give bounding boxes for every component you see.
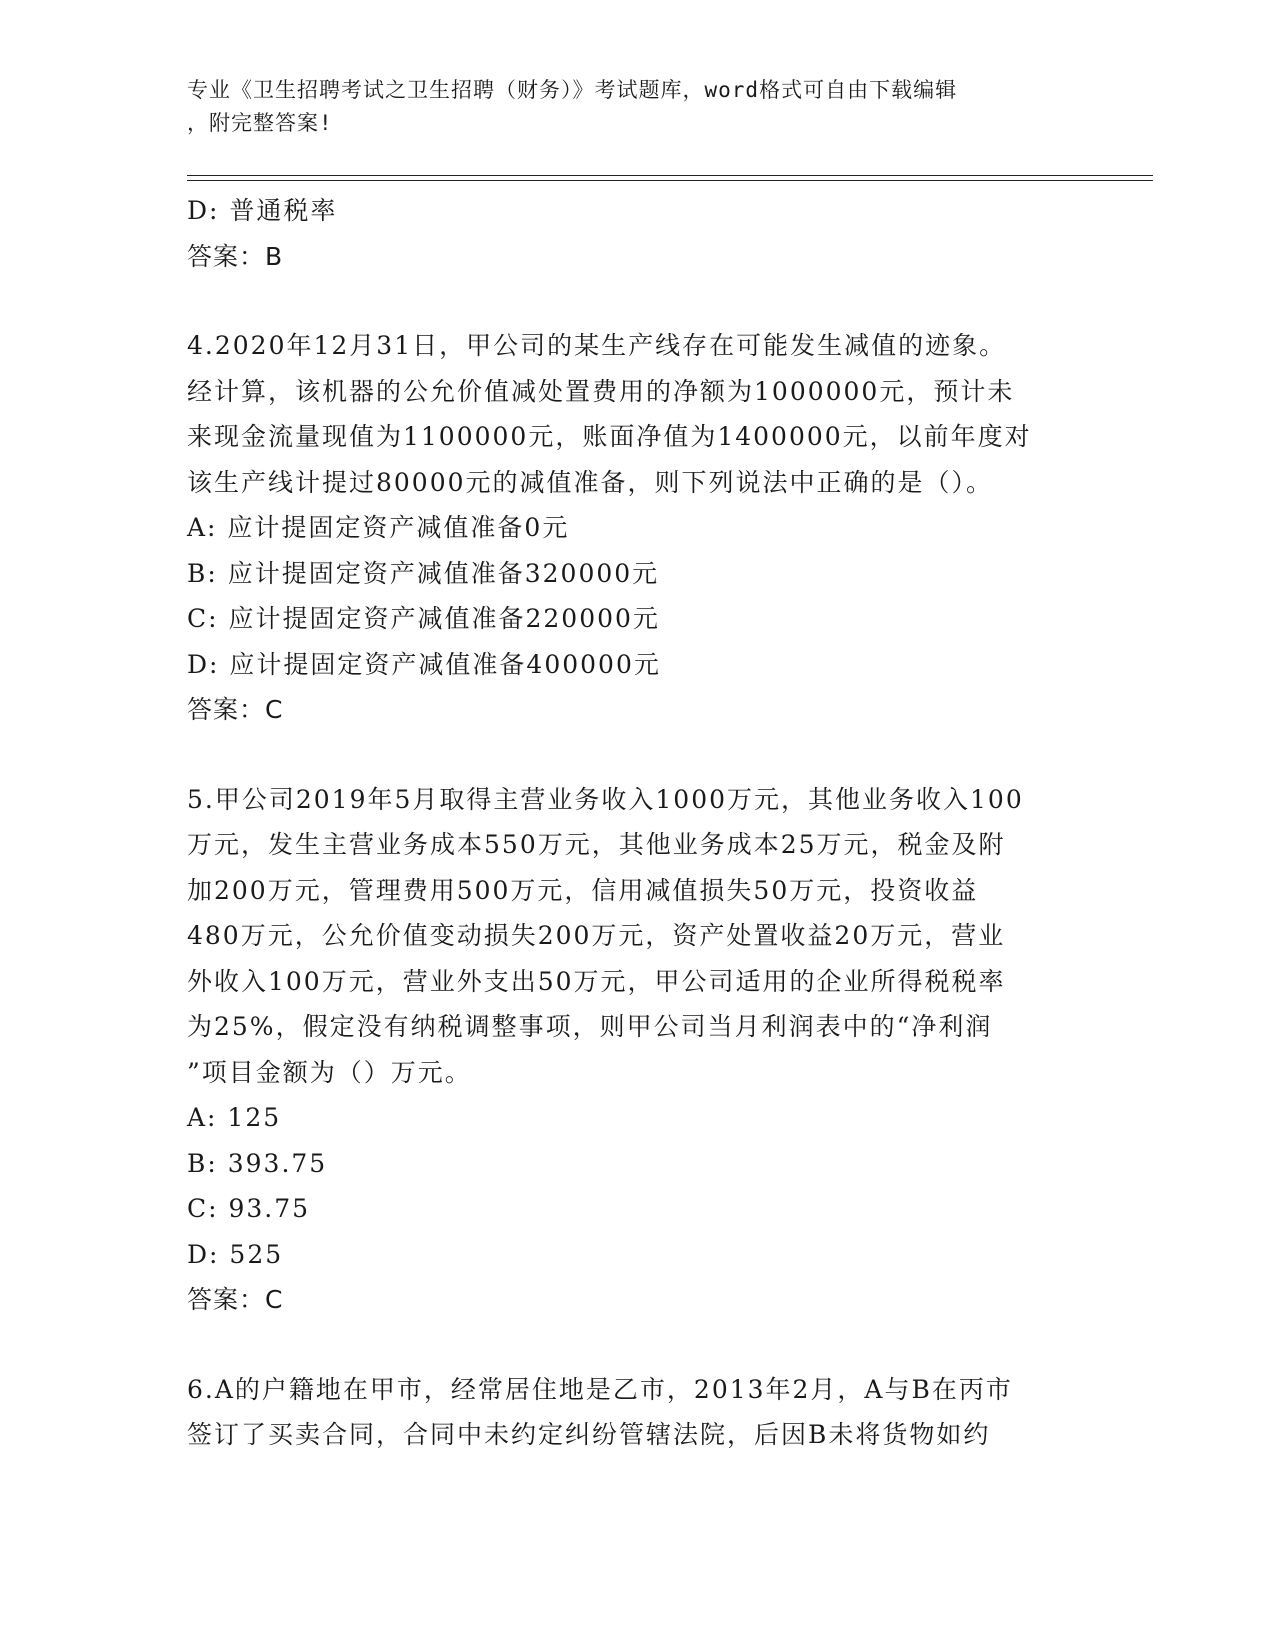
q4-stem-line: 4.2020年12月31日，甲公司的某生产线存在可能发生减值的迹象。	[187, 331, 1007, 360]
q6-stem-line: 6.A的户籍地在甲市，经常居住地是乙市，2013年2月，A与B在丙市	[187, 1374, 1013, 1404]
page-header	[187, 74, 1067, 140]
q5-stem-line: 480万元，公允价值变动损失200万元，资产处置收益20万元，营业	[187, 921, 1006, 950]
q4-option-d: D: 应计提固定资产减值准备400000元	[187, 649, 661, 679]
question-content	[187, 188, 1087, 1458]
q4-answer: 答案：C	[187, 695, 284, 724]
q5-option-b: B: 393.75	[187, 1148, 328, 1178]
q5-option-d: D: 525	[187, 1239, 284, 1269]
q6-stem-line: 签订了买卖合同，合同中未约定纠纷管辖法院，后因B未将货物如约	[187, 1420, 991, 1449]
q5-stem-line: 5.甲公司2019年5月取得主营业务收入1000万元，其他业务收入100	[187, 784, 1024, 814]
q5-stem-line: ”项目金额为（）万元。	[187, 1057, 472, 1087]
q5-option-c: C: 93.75	[187, 1194, 311, 1223]
q5-option-a: A: 125	[187, 1103, 282, 1132]
q5-stem-line: 为25%，假定没有纳税调整事项，则甲公司当月利润表中的“净利润	[187, 1012, 993, 1041]
header-line-2: ，附完整答案!	[187, 111, 333, 135]
q4-stem-line: 该生产线计提过80000元的减值准备，则下列说法中正确的是（）。	[187, 467, 994, 497]
q4-stem-line: 经计算，该机器的公允价值减处置费用的净额为1000000元，预计未	[187, 376, 1015, 406]
q5-stem-line: 加200万元，管理费用500万元，信用减值损失50万元，投资收益	[187, 875, 979, 905]
q3-answer: 答案：B	[187, 241, 284, 271]
header-line-1: 专业《卫生招聘考试之卫生招聘（财务）》考试题库，word格式可自由下载编辑	[187, 78, 958, 102]
spacer	[187, 733, 1087, 777]
q5-answer: 答案：C	[187, 1285, 284, 1314]
q4-stem-line: 来现金流量现值为1100000元，账面净值为1400000元，以前年度对	[187, 422, 1032, 451]
header-divider-bottom	[187, 180, 1153, 181]
q5-stem-line: 万元，发生主营业务成本550万元，其他业务成本25万元，税金及附	[187, 830, 1006, 859]
q5-stem-line: 外收入100万元，营业外支出50万元，甲公司适用的企业所得税税率	[187, 966, 1006, 996]
q4-option-c: C: 应计提固定资产减值准备220000元	[187, 604, 660, 633]
header-divider-top	[187, 175, 1153, 176]
q4-option-b: B: 应计提固定资产减值准备320000元	[187, 558, 660, 588]
spacer	[187, 1323, 1087, 1367]
q4-option-a: A: 应计提固定资产减值准备0元	[187, 513, 570, 542]
q3-option-d: D: 普通税率	[187, 196, 338, 225]
spacer	[187, 279, 1087, 323]
